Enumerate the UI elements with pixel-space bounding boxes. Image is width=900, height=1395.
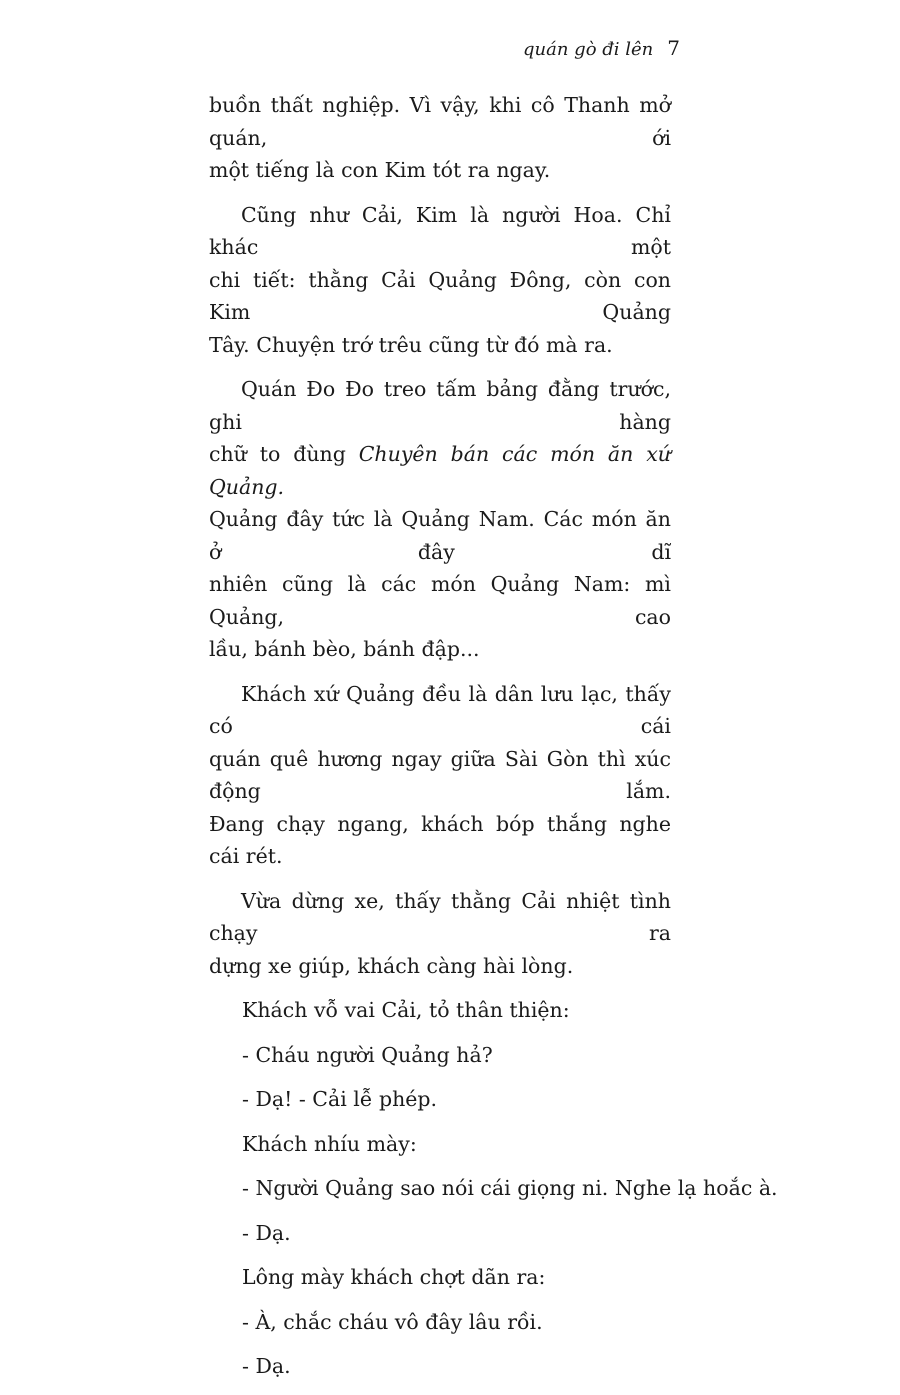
text-line: Đang chạy ngang, khách bóp thắng nghe cái rét. xyxy=(209,811,671,868)
text-line: Quảng đây tức là Quảng Nam. Các món ăn ở đây dĩ xyxy=(209,507,671,564)
sign-text: Chuyên bán các món ăn xứ Quảng. xyxy=(209,442,671,499)
dialog-line: - Dạ. xyxy=(242,1220,291,1245)
paragraph-2 xyxy=(209,199,671,362)
dialog-line: Khách nhíu mày: xyxy=(242,1131,417,1156)
body-text xyxy=(209,89,778,1395)
dialog-line: - À, chắc cháu vô đây lâu rồi. xyxy=(242,1309,543,1334)
text-line: quán quê hương ngay giữa Sài Gòn thì xúc động lắm. xyxy=(209,746,671,803)
text-line: Khách xứ Quảng đều là dân lưu lạc, thấy có cái xyxy=(209,681,671,738)
dialog-line: - Cháu người Quảng hả? xyxy=(242,1042,493,1067)
text-line: Vừa dừng xe, thấy thằng Cải nhiệt tình chạy ra xyxy=(209,888,671,945)
page-number: 7 xyxy=(667,36,680,60)
dialog-line: - Dạ. xyxy=(242,1354,291,1378)
dialog-line: - Người Quảng sao nói cái giọng ni. Nghe lạ hoắc à. xyxy=(242,1176,778,1200)
text-line: dựng xe giúp, khách càng hài lòng. xyxy=(209,953,574,978)
running-title: quán gò đi lên xyxy=(523,39,654,60)
paragraph-1 xyxy=(209,89,671,187)
text-line: một tiếng là con Kim tót ra ngay. xyxy=(209,158,551,182)
paragraph-5 xyxy=(209,885,671,983)
text-line: Quán Đo Đo treo tấm bảng đằng trước, ghi hàng xyxy=(209,377,671,434)
dialog-line: Lông mày khách chợt dãn ra: xyxy=(242,1265,546,1289)
text-line: chi tiết: thằng Cải Quảng Đông, còn con Kim Quảng xyxy=(209,267,671,324)
paragraph-4 xyxy=(209,678,671,873)
page-header xyxy=(480,36,680,60)
text-line: buồn thất nghiệp. Vì vậy, khi cô Thanh mở quán, ới xyxy=(209,93,671,150)
text-line: lầu, bánh bèo, bánh đập... xyxy=(209,637,480,661)
paragraph-3 xyxy=(209,373,671,666)
text-line: Tây. Chuyện trớ trêu cũng từ đó mà ra. xyxy=(209,332,613,357)
text-line: Cũng như Cải, Kim là người Hoa. Chỉ khác một xyxy=(209,202,671,259)
text-line xyxy=(209,438,671,503)
dialog-line: Khách vỗ vai Cải, tỏ thân thiện: xyxy=(242,998,570,1022)
dialog-line: - Dạ! - Cải lễ phép. xyxy=(242,1087,438,1111)
text-run: chữ to đùng xyxy=(209,442,359,466)
text-line: nhiên cũng là các món Quảng Nam: mì Quảng, cao xyxy=(209,572,671,629)
